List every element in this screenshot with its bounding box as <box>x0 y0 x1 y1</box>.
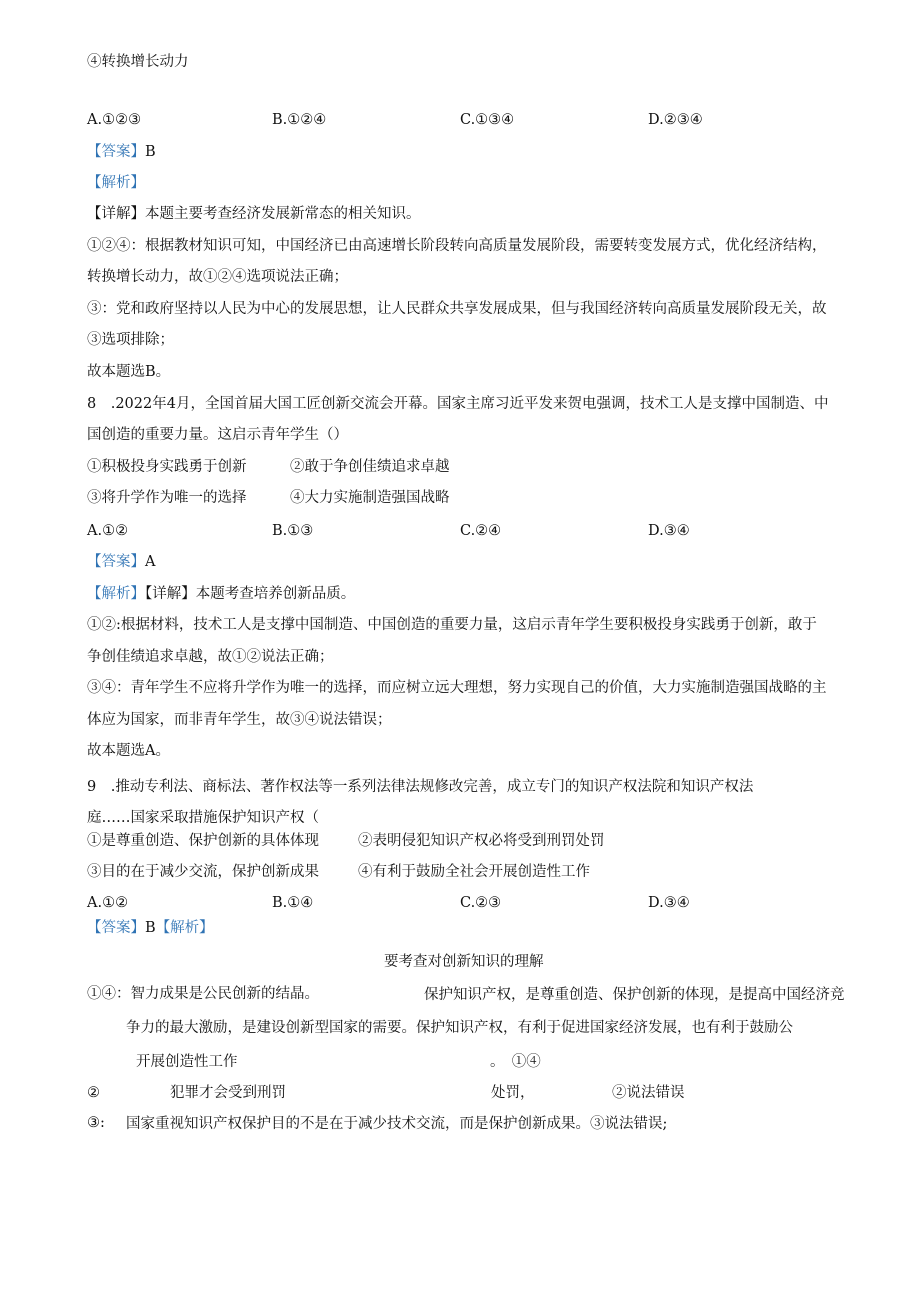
q9-fragment-1b: 保护知识产权，是尊重创造、保护创新的体现，是提高中国经济竞 <box>424 987 845 1003</box>
q8-item-3: ③将升学作为唯一的选择 <box>87 490 247 506</box>
q7-analysis-label: 【解析】 <box>87 175 145 191</box>
q9-item-3: ③目的在于减少交流，保护创新成果 <box>87 864 319 880</box>
q8-explanation-2: ③④：青年学生不应将升学作为唯一的选择，而应树立远大理想，努力实现自己的价值，大力实施制造强国战略的主 <box>87 680 827 696</box>
q8-item-1: ①积极投身实践勇于创新 <box>87 459 247 475</box>
q9-fragment-center: 要考查对创新知识的理解 <box>384 954 544 970</box>
q9-fragment-5b: 国家重视知识产权保护目的不是在于减少技术交流，而是保护创新成果。③说法错误; <box>126 1116 668 1132</box>
q8-conclusion: 故本题选A。 <box>87 743 170 759</box>
q9-answer <box>87 918 214 938</box>
q9-item-2: ②表明侵犯知识产权必将受到刑罚处罚 <box>358 833 605 849</box>
q7-option-b: B.①②④ <box>272 112 327 128</box>
q8-explanation-1-cont: 争创佳绩追求卓越，故①②说法正确； <box>87 649 334 665</box>
q9-fragment-4d: ②说法错误 <box>612 1085 685 1101</box>
q7-explanation-1-cont: 转换增长动力，故①②④选项说法正确； <box>87 269 348 285</box>
q8-option-a: A.①② <box>87 523 129 539</box>
answer-value: A <box>145 554 156 570</box>
q9-option-b: B.①④ <box>272 895 314 911</box>
detail-label: 【详解】 <box>145 586 196 602</box>
q7-explanation-2-cont: ③选项排除； <box>87 332 174 348</box>
q7-option-d: D.②③④ <box>648 112 703 128</box>
q8-option-d: D.③④ <box>648 523 690 539</box>
q9-stem-cont: 庭……国家采取措施保护知识产权（ <box>87 810 319 826</box>
q9-fragment-4b: 犯罪才会受到刑罚 <box>170 1085 286 1101</box>
q8-option-b: B.①③ <box>272 523 314 539</box>
detail-label: 【详解】 <box>87 206 145 222</box>
q9-item-1: ①是尊重创造、保护创新的具体体现 <box>87 833 319 849</box>
q7-item-4: ④转换增长动力 <box>87 54 189 70</box>
q7-answer <box>87 142 156 162</box>
q7-detail <box>87 204 421 224</box>
q9-fragment-3a: 开展创造性工作 <box>136 1054 238 1070</box>
q9-option-a: A.①② <box>87 895 129 911</box>
q8-explanation-2-cont: 体应为国家，而非青年学生，故③④说法错误； <box>87 712 392 728</box>
q8-option-c: C.②④ <box>460 523 502 539</box>
q7-option-c: C.①③④ <box>460 112 515 128</box>
q9-fragment-4a: ② <box>87 1085 100 1101</box>
q9-fragment-1a: ①④：智力成果是公民创新的结晶。 <box>87 986 319 1002</box>
q8-answer <box>87 552 155 572</box>
q9-fragment-4c: 处罚， <box>491 1085 535 1101</box>
answer-value: B <box>145 920 156 936</box>
q8-item-4: ④大力实施制造强国战略 <box>290 490 450 506</box>
detail-text: 本题主要考查经济发展新常态的相关知识。 <box>145 206 421 222</box>
q9-item-4: ④有利于鼓励全社会开展创造性工作 <box>358 864 590 880</box>
q7-explanation-2: ③：党和政府坚持以人民为中心的发展思想，让人民群众共享发展成果，但与我国经济转向高质量发展阶段无关，故 <box>87 301 827 317</box>
detail-text: 本题考查培养创新品质。 <box>195 586 356 602</box>
q9-stem: 9 .推动专利法、商标法、著作权法等一系列法律法规修改完善，成立专门的知识产权法院和知识产权法 <box>87 779 754 795</box>
q9-fragment-5a: ③: <box>87 1115 105 1131</box>
q9-option-c: C.②③ <box>460 895 502 911</box>
q8-stem: 8 .2022年4月，全国首届大国工匠创新交流会开幕。国家主席习近平发来贺电强调，技术工人是支撑中国制造、中 <box>87 396 829 412</box>
q7-option-a: A.①②③ <box>87 112 142 128</box>
answer-label: 【答案】 <box>87 554 145 570</box>
answer-value: B <box>145 144 156 160</box>
analysis-label: 【解析】 <box>87 586 145 602</box>
q9-fragment-2: 争力的最大激励，是建设创新型国家的需要。保护知识产权，有利于促进国家经济发展，也有利于鼓励公 <box>126 1020 793 1036</box>
q8-explanation-1: ①②:根据材料，技术工人是支撑中国制造、中国创造的重要力量，这启示青年学生要积极投身实践勇于创新，敢于 <box>87 617 817 633</box>
analysis-label: 【解析】 <box>155 920 214 936</box>
answer-label: 【答案】 <box>87 920 145 936</box>
q8-analysis <box>87 584 355 604</box>
q9-fragment-3b: 。 ①④ <box>490 1054 541 1070</box>
q9-option-d: D.③④ <box>648 895 690 911</box>
q7-explanation-1: ①②④：根据教材知识可知，中国经济已由高速增长阶段转向高质量发展阶段，需要转变发展方式，优化经济结构， <box>87 238 827 254</box>
q7-conclusion: 故本题选B。 <box>87 364 171 380</box>
q8-stem-cont: 国创造的重要力量。这启示青年学生（） <box>87 427 348 443</box>
answer-label: 【答案】 <box>87 144 145 160</box>
q8-item-2: ②敢于争创佳绩追求卓越 <box>290 459 450 475</box>
